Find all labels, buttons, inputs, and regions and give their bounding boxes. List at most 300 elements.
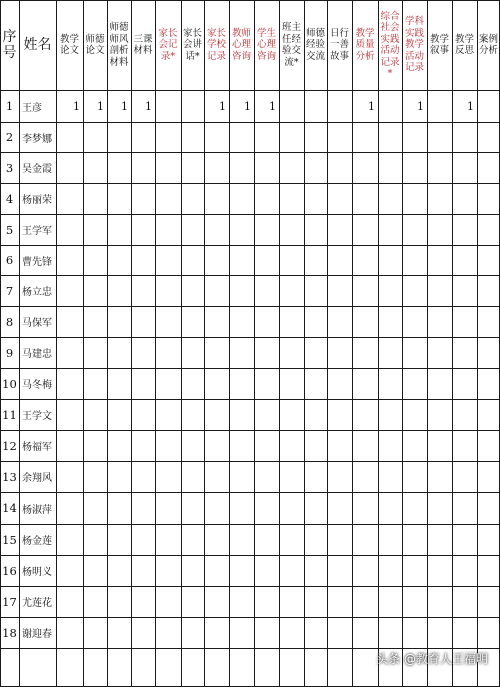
row-number: 8 bbox=[5, 314, 14, 329]
data-cell bbox=[56, 245, 83, 275]
data-cell bbox=[254, 306, 279, 337]
teacher-name: 王学军 bbox=[22, 226, 52, 237]
data-cell bbox=[155, 275, 181, 306]
data-cell bbox=[304, 586, 327, 617]
teacher-name: 杨丽荣 bbox=[22, 195, 52, 206]
data-cell bbox=[155, 214, 181, 245]
grid-line-vertical bbox=[279, 0, 280, 687]
data-cell bbox=[304, 430, 327, 461]
data-cell bbox=[427, 399, 452, 430]
data-cell bbox=[477, 399, 500, 430]
data-cell bbox=[327, 648, 352, 687]
data-cell bbox=[83, 337, 107, 368]
row-number: 16 bbox=[2, 563, 17, 578]
data-cell bbox=[352, 275, 378, 306]
data-cell bbox=[279, 152, 304, 183]
grid-line-vertical bbox=[452, 0, 453, 687]
data-cell bbox=[378, 306, 402, 337]
data-cell bbox=[402, 245, 427, 275]
data-cell: 1 bbox=[121, 99, 128, 113]
data-cell bbox=[378, 90, 402, 122]
data-cell bbox=[427, 306, 452, 337]
data-cell bbox=[56, 430, 83, 461]
data-cell bbox=[229, 214, 254, 245]
data-cell bbox=[477, 152, 500, 183]
grid-line-vertical bbox=[378, 0, 379, 687]
teacher-name: 王学文 bbox=[22, 411, 52, 422]
data-cell bbox=[131, 586, 155, 617]
data-cell bbox=[229, 368, 254, 399]
data-cell bbox=[131, 461, 155, 492]
data-cell bbox=[107, 492, 131, 524]
data-cell bbox=[427, 183, 452, 214]
data-cell bbox=[204, 617, 229, 648]
data-cell: 1 bbox=[467, 99, 474, 113]
grid-line-horizontal bbox=[0, 214, 500, 215]
data-cell bbox=[452, 524, 477, 555]
data-cell bbox=[402, 524, 427, 555]
data-cell bbox=[83, 461, 107, 492]
data-cell bbox=[352, 524, 378, 555]
data-cell bbox=[304, 306, 327, 337]
data-cell bbox=[229, 306, 254, 337]
data-cell bbox=[254, 275, 279, 306]
data-cell: 1 bbox=[244, 99, 251, 113]
grid-line-vertical bbox=[304, 0, 305, 687]
data-cell bbox=[107, 461, 131, 492]
data-cell bbox=[254, 586, 279, 617]
data-cell bbox=[452, 555, 477, 586]
data-cell bbox=[107, 183, 131, 214]
data-cell bbox=[131, 183, 155, 214]
data-cell bbox=[204, 245, 229, 275]
data-cell bbox=[452, 617, 477, 648]
data-cell bbox=[254, 617, 279, 648]
data-cell bbox=[83, 368, 107, 399]
grid-line-vertical bbox=[204, 0, 205, 687]
data-cell bbox=[155, 122, 181, 152]
data-cell bbox=[327, 183, 352, 214]
teacher-name: 杨立忠 bbox=[22, 287, 52, 298]
data-cell bbox=[56, 648, 83, 687]
data-cell: 1 bbox=[269, 99, 276, 113]
header-cell: 教学 质量 分析 bbox=[355, 27, 375, 62]
row-number: 4 bbox=[5, 191, 14, 206]
data-cell bbox=[477, 275, 500, 306]
data-cell bbox=[378, 492, 402, 524]
teacher-name: 吴金霞 bbox=[22, 164, 52, 175]
data-cell bbox=[204, 275, 229, 306]
data-cell bbox=[327, 555, 352, 586]
data-cell bbox=[279, 524, 304, 555]
grid-line-vertical bbox=[402, 0, 403, 687]
data-cell bbox=[83, 275, 107, 306]
data-cell bbox=[352, 586, 378, 617]
data-cell bbox=[83, 524, 107, 555]
data-cell bbox=[427, 275, 452, 306]
data-cell bbox=[229, 275, 254, 306]
data-cell bbox=[378, 586, 402, 617]
data-cell bbox=[181, 617, 204, 648]
data-cell bbox=[204, 183, 229, 214]
teacher-name: 杨淑萍 bbox=[22, 504, 52, 516]
data-cell bbox=[181, 214, 204, 245]
grid-line-horizontal bbox=[0, 122, 500, 123]
grid-line-horizontal bbox=[0, 617, 500, 618]
data-cell bbox=[327, 492, 352, 524]
data-cell bbox=[452, 461, 477, 492]
data-cell bbox=[427, 461, 452, 492]
data-cell bbox=[56, 306, 83, 337]
teacher-name: 马冬梅 bbox=[22, 380, 52, 391]
data-cell bbox=[131, 275, 155, 306]
data-cell bbox=[327, 275, 352, 306]
data-cell bbox=[452, 399, 477, 430]
data-cell bbox=[378, 183, 402, 214]
data-cell bbox=[131, 122, 155, 152]
data-cell bbox=[83, 430, 107, 461]
data-cell bbox=[107, 306, 131, 337]
data-cell bbox=[229, 183, 254, 214]
data-cell bbox=[131, 245, 155, 275]
data-cell bbox=[155, 306, 181, 337]
data-cell bbox=[452, 368, 477, 399]
data-cell bbox=[83, 306, 107, 337]
row-number: 14 bbox=[2, 501, 17, 515]
data-cell bbox=[254, 152, 279, 183]
header-cell: 班主 任经 验交 流* bbox=[281, 22, 301, 68]
data-cell bbox=[452, 492, 477, 524]
header-cell: 三课 材料 bbox=[133, 33, 153, 56]
data-cell bbox=[155, 368, 181, 399]
data-cell bbox=[427, 122, 452, 152]
data-cell bbox=[204, 368, 229, 399]
data-cell bbox=[327, 214, 352, 245]
data-cell bbox=[304, 555, 327, 586]
data-cell bbox=[304, 90, 327, 122]
data-cell bbox=[181, 399, 204, 430]
teacher-name: 马保军 bbox=[22, 318, 52, 329]
data-cell bbox=[352, 399, 378, 430]
data-cell bbox=[352, 648, 378, 687]
row-number: 15 bbox=[2, 532, 17, 547]
data-cell bbox=[427, 337, 452, 368]
header-cell: 师德 经验 交流 bbox=[305, 27, 325, 62]
teacher-name: 杨明义 bbox=[22, 567, 52, 578]
data-cell bbox=[204, 586, 229, 617]
grid-line-vertical bbox=[19, 0, 20, 687]
data-cell bbox=[378, 430, 402, 461]
data-cell bbox=[155, 524, 181, 555]
data-cell bbox=[56, 337, 83, 368]
data-cell bbox=[56, 555, 83, 586]
data-cell bbox=[229, 399, 254, 430]
data-cell bbox=[181, 152, 204, 183]
data-cell bbox=[279, 337, 304, 368]
data-cell: 1 bbox=[219, 99, 226, 113]
data-cell bbox=[477, 555, 500, 586]
grid-line-horizontal bbox=[0, 306, 500, 307]
data-cell bbox=[452, 337, 477, 368]
data-cell bbox=[56, 368, 83, 399]
teacher-name: 杨福军 bbox=[22, 442, 52, 453]
data-cell bbox=[427, 617, 452, 648]
data-cell bbox=[229, 337, 254, 368]
data-cell bbox=[155, 337, 181, 368]
header-cell: 教学 叙事 bbox=[429, 33, 449, 56]
grid-line-horizontal bbox=[0, 524, 500, 525]
data-cell bbox=[402, 368, 427, 399]
grid-line-vertical bbox=[327, 0, 328, 687]
data-cell bbox=[279, 555, 304, 586]
data-cell bbox=[477, 122, 500, 152]
data-cell bbox=[427, 555, 452, 586]
data-cell bbox=[181, 183, 204, 214]
data-cell bbox=[155, 555, 181, 586]
grid-line-vertical bbox=[254, 0, 255, 687]
data-cell bbox=[279, 492, 304, 524]
data-cell bbox=[131, 152, 155, 183]
teacher-name bbox=[19, 648, 56, 687]
data-cell bbox=[304, 214, 327, 245]
data-cell bbox=[204, 461, 229, 492]
grid-line-vertical bbox=[352, 0, 353, 687]
data-cell bbox=[477, 245, 500, 275]
data-cell bbox=[155, 648, 181, 687]
data-cell bbox=[254, 492, 279, 524]
data-cell bbox=[181, 122, 204, 152]
data-cell bbox=[181, 461, 204, 492]
data-cell bbox=[477, 214, 500, 245]
grid-line-horizontal bbox=[0, 399, 500, 400]
data-cell bbox=[279, 245, 304, 275]
data-cell bbox=[402, 214, 427, 245]
data-cell bbox=[352, 306, 378, 337]
data-cell bbox=[304, 275, 327, 306]
data-cell bbox=[56, 492, 83, 524]
data-cell bbox=[402, 492, 427, 524]
grid-line-horizontal bbox=[0, 0, 500, 1]
grid-line-horizontal bbox=[0, 152, 500, 153]
grid-line-vertical bbox=[427, 0, 428, 687]
data-cell bbox=[452, 306, 477, 337]
data-cell bbox=[204, 214, 229, 245]
data-cell bbox=[402, 275, 427, 306]
data-cell bbox=[427, 586, 452, 617]
data-cell bbox=[107, 399, 131, 430]
data-cell bbox=[204, 524, 229, 555]
data-cell: 1 bbox=[97, 99, 104, 113]
data-cell bbox=[229, 122, 254, 152]
data-cell bbox=[254, 399, 279, 430]
header-cell: 学生 心理 咨询 bbox=[256, 27, 276, 62]
data-cell bbox=[304, 245, 327, 275]
data-cell bbox=[427, 492, 452, 524]
data-cell bbox=[427, 245, 452, 275]
header-cell: 案例 分析 bbox=[478, 33, 498, 56]
teacher-name: 王彦 bbox=[22, 102, 42, 114]
data-cell bbox=[378, 399, 402, 430]
header-cell: 教学 反思 bbox=[454, 33, 474, 56]
data-cell bbox=[155, 399, 181, 430]
data-cell bbox=[107, 555, 131, 586]
data-cell bbox=[155, 183, 181, 214]
teacher-name: 余翔风 bbox=[22, 473, 52, 484]
data-cell bbox=[304, 524, 327, 555]
data-cell bbox=[83, 122, 107, 152]
data-cell bbox=[279, 306, 304, 337]
header-cell: 综合 社会 实践 活动 记录 * bbox=[380, 10, 400, 79]
data-cell bbox=[204, 492, 229, 524]
data-cell bbox=[181, 430, 204, 461]
data-cell bbox=[107, 275, 131, 306]
data-cell bbox=[427, 368, 452, 399]
data-cell bbox=[279, 214, 304, 245]
data-cell bbox=[427, 524, 452, 555]
teacher-name: 谢迎春 bbox=[22, 629, 52, 640]
data-cell: 1 bbox=[145, 99, 152, 113]
data-cell bbox=[352, 214, 378, 245]
data-cell bbox=[327, 461, 352, 492]
grid-line-vertical bbox=[107, 0, 108, 687]
data-cell bbox=[131, 555, 155, 586]
data-cell bbox=[352, 461, 378, 492]
data-cell bbox=[131, 306, 155, 337]
data-cell bbox=[477, 586, 500, 617]
data-cell bbox=[254, 122, 279, 152]
data-cell bbox=[378, 214, 402, 245]
data-cell bbox=[204, 122, 229, 152]
data-cell bbox=[279, 90, 304, 122]
data-cell bbox=[352, 617, 378, 648]
data-cell bbox=[254, 337, 279, 368]
data-cell bbox=[83, 492, 107, 524]
data-cell bbox=[402, 122, 427, 152]
row-number: 13 bbox=[2, 469, 17, 484]
data-cell bbox=[254, 430, 279, 461]
data-cell bbox=[304, 617, 327, 648]
data-cell bbox=[107, 586, 131, 617]
data-cell bbox=[327, 368, 352, 399]
grid-line-vertical bbox=[229, 0, 230, 687]
data-cell bbox=[131, 648, 155, 687]
data-cell bbox=[477, 183, 500, 214]
header-cell: 家长 学校 记录 bbox=[206, 27, 226, 62]
header-cell: 姓名 bbox=[23, 37, 52, 53]
data-cell bbox=[254, 461, 279, 492]
data-cell bbox=[229, 524, 254, 555]
data-cell bbox=[107, 337, 131, 368]
data-cell bbox=[279, 122, 304, 152]
data-cell bbox=[229, 492, 254, 524]
data-cell bbox=[279, 183, 304, 214]
data-cell bbox=[181, 337, 204, 368]
data-cell bbox=[56, 152, 83, 183]
data-cell bbox=[304, 183, 327, 214]
data-cell bbox=[229, 617, 254, 648]
watermark: 头条 @教育人王福明 bbox=[376, 652, 488, 666]
data-cell bbox=[56, 461, 83, 492]
data-cell bbox=[107, 152, 131, 183]
data-cell bbox=[304, 368, 327, 399]
data-cell bbox=[477, 306, 500, 337]
data-cell bbox=[402, 555, 427, 586]
data-cell bbox=[131, 337, 155, 368]
grid-line-horizontal bbox=[0, 368, 500, 369]
data-cell bbox=[181, 368, 204, 399]
data-cell bbox=[477, 430, 500, 461]
grid-line-vertical bbox=[56, 0, 57, 687]
data-cell bbox=[402, 399, 427, 430]
data-cell bbox=[452, 245, 477, 275]
data-cell bbox=[378, 275, 402, 306]
row-number: 10 bbox=[2, 376, 17, 391]
data-cell bbox=[83, 152, 107, 183]
data-cell bbox=[279, 648, 304, 687]
data-cell bbox=[378, 555, 402, 586]
data-cell bbox=[155, 430, 181, 461]
data-cell bbox=[155, 586, 181, 617]
data-cell bbox=[107, 245, 131, 275]
data-cell bbox=[402, 337, 427, 368]
data-cell bbox=[304, 122, 327, 152]
data-cell bbox=[229, 245, 254, 275]
header-cell: 师德 师风 剖析 材料 bbox=[109, 22, 129, 68]
data-cell bbox=[378, 152, 402, 183]
data-cell bbox=[181, 275, 204, 306]
data-cell bbox=[181, 586, 204, 617]
data-cell bbox=[83, 399, 107, 430]
data-cell bbox=[304, 337, 327, 368]
data-cell bbox=[452, 430, 477, 461]
data-cell: 1 bbox=[73, 99, 80, 113]
data-cell bbox=[56, 617, 83, 648]
grid-line-horizontal bbox=[0, 586, 500, 587]
row-number: 5 bbox=[5, 222, 14, 237]
data-cell bbox=[304, 399, 327, 430]
header-cell: 序 号 bbox=[2, 29, 17, 61]
data-cell bbox=[402, 152, 427, 183]
data-cell bbox=[131, 399, 155, 430]
data-cell bbox=[155, 152, 181, 183]
row-number: 3 bbox=[5, 160, 14, 175]
data-cell bbox=[279, 275, 304, 306]
header-cell: 教学 论文 bbox=[59, 33, 79, 56]
data-cell bbox=[378, 524, 402, 555]
row-number: 12 bbox=[2, 438, 17, 453]
data-cell bbox=[452, 152, 477, 183]
data-cell bbox=[402, 306, 427, 337]
data-cell bbox=[107, 122, 131, 152]
data-cell bbox=[352, 368, 378, 399]
grid-line-vertical bbox=[155, 0, 156, 687]
grid-line-horizontal bbox=[0, 492, 500, 493]
header-cell: 日行 一善 故事 bbox=[329, 27, 349, 62]
data-cell bbox=[107, 214, 131, 245]
data-cell bbox=[181, 492, 204, 524]
data-cell bbox=[477, 90, 500, 122]
data-cell bbox=[402, 461, 427, 492]
data-cell bbox=[352, 152, 378, 183]
data-cell bbox=[56, 399, 83, 430]
data-cell bbox=[254, 555, 279, 586]
data-cell: 1 bbox=[368, 99, 375, 113]
teacher-name: 李梦娜 bbox=[22, 133, 52, 145]
data-cell bbox=[181, 524, 204, 555]
data-cell bbox=[204, 430, 229, 461]
data-cell bbox=[279, 368, 304, 399]
data-cell bbox=[452, 122, 477, 152]
